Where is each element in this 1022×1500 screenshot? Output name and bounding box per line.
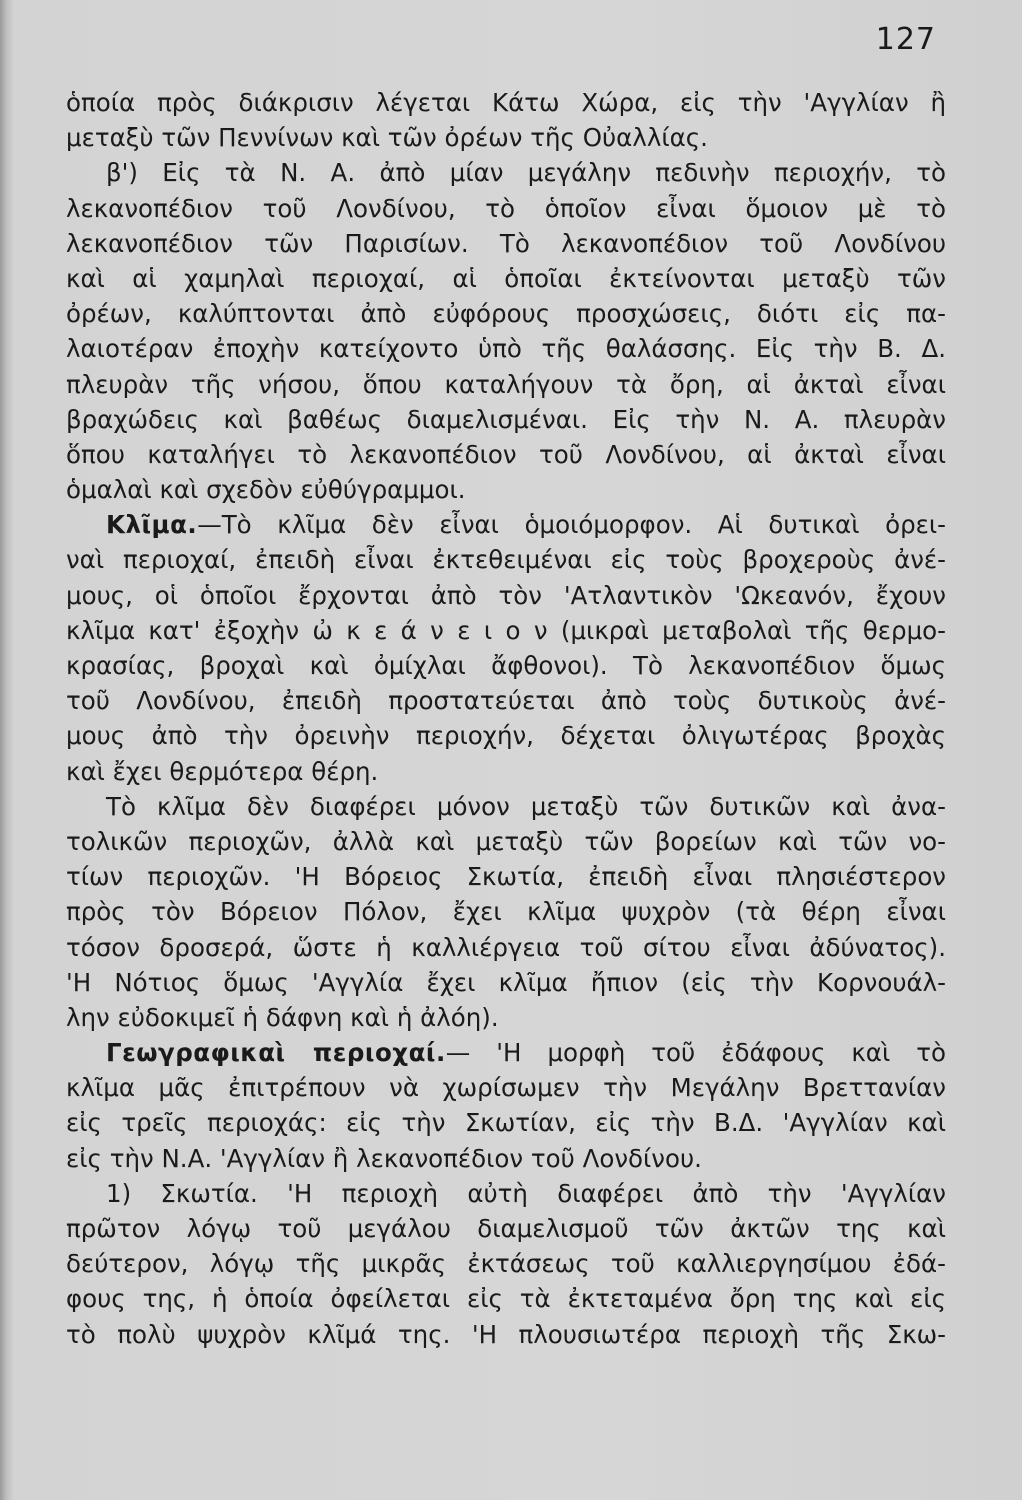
section-heading: Κλῖμα. [106, 510, 198, 540]
section-heading: Γεωγραφικαὶ περιοχαί. [106, 1038, 446, 1068]
text-line [66, 85, 946, 120]
text-line [66, 1176, 946, 1211]
line-text: τοῦ Λονδίνου, ἐπειδὴ προστατεύεται ἀπὸ τοὺς δυτικοὺς ἀνέ- [66, 686, 946, 716]
line-text: δεύτερον, λόγῳ τῆς μικρᾶς ἐκτάσεως τοῦ καλλιεργησίμου ἐδά- [66, 1249, 946, 1279]
text-line [66, 402, 946, 437]
text-line [66, 754, 946, 789]
line-text: λεκανοπέδιον τοῦ Λονδίνου, τὸ ὁποῖον εἶναι ὅμοιον μὲ τὸ [66, 193, 946, 223]
line-text: μεταξὺ τῶν Πεννίνων καὶ τῶν ὀρέων τῆς Οὐαλλίας. [66, 123, 708, 153]
text-line [66, 1281, 946, 1316]
line-text: Τὸ κλῖμα δὲν διαφέρει μόνον μεταξὺ τῶν δυτικῶν καὶ ἀνα- [106, 791, 946, 821]
line-text: εἰς τρεῖς περιοχάς: εἰς τὴν Σκωτίαν, εἰς τὴν Β.Δ. 'Αγγλίαν καὶ [66, 1108, 946, 1138]
text-line [66, 965, 946, 1000]
line-text: καὶ αἱ χαμηλαὶ περιοχαί, αἱ ὁποῖαι ἐκτείνονται μεταξὺ τῶν [66, 263, 946, 293]
text-line [66, 789, 946, 824]
line-text: κλῖμα κατ' ἐξοχὴν ὠ κ ε ά ν ε ι ο ν (μικραὶ μεταβολαὶ τῆς θερμο- [66, 615, 946, 645]
text-line [66, 1000, 946, 1035]
text-line [66, 1317, 946, 1352]
text-line [66, 437, 946, 472]
text-line [66, 824, 946, 859]
line-text: πρὸς τὸν Βόρειον Πόλον, ἔχει κλῖμα ψυχρὸν (τὰ θέρη εἶναι [66, 897, 946, 927]
text-line [66, 578, 946, 613]
text-line [66, 1070, 946, 1105]
text-line [66, 894, 946, 929]
line-text: κρασίας, βροχαὶ καὶ ὀμίχλαι ἄφθονοι). Τὸ λεκανοπέδιον ὅμως [66, 651, 946, 680]
text-line [66, 613, 946, 648]
text-line [66, 367, 946, 402]
line-text: λαιοτέραν ἐποχὴν κατείχοντο ὑπὸ τῆς θαλάσσης. Εἰς τὴν Β. Δ. [66, 334, 946, 364]
line-text: καὶ ἔχει θερμότερα θέρη. [66, 756, 379, 786]
text-line [66, 261, 946, 296]
line-text: β') Εἰς τὰ Ν. Α. ἀπὸ μίαν μεγάλην πεδινὴν περιοχήν, τὸ [106, 158, 946, 188]
line-text: — 'Η μορφὴ τοῦ ἐδάφους καὶ τὸ [445, 1038, 946, 1068]
text-line [66, 648, 946, 683]
body-text [66, 85, 946, 1352]
line-text: μους ἀπὸ τὴν ὀρεινὴν περιοχήν, δέχεται ὀλιγωτέρας βροχὰς [66, 721, 946, 751]
text-line [66, 1105, 946, 1140]
line-text: ὅπου καταλήγει τὸ λεκανοπέδιον τοῦ Λονδίνου, αἱ ἀκταὶ εἶναι [66, 439, 946, 469]
line-text: τίων περιοχῶν. 'Η Βόρειος Σκωτία, ἐπειδὴ εἶναι πλησιέστερον [66, 862, 946, 892]
text-line [66, 226, 946, 261]
line-text: κλῖμα μᾶς ἐπιτρέπουν νὰ χωρίσωμεν τὴν Μεγάλην Βρεττανίαν [66, 1073, 946, 1103]
text-line [66, 1035, 946, 1070]
text-line [66, 191, 946, 226]
line-text: λεκανοπέδιον τῶν Παρισίων. Τὸ λεκανοπέδιον τοῦ Λονδίνου [66, 228, 946, 258]
text-line [66, 296, 946, 331]
text-line [66, 472, 946, 507]
page-number: 127 [875, 22, 936, 57]
line-text: ὀρέων, καλύπτονται ἀπὸ εὐφόρους προσχώσεις, διότι εἰς πα- [66, 299, 946, 329]
text-line [66, 930, 946, 965]
line-text: πρῶτον λόγῳ τοῦ μεγάλου διαμελισμοῦ τῶν ἀκτῶν της καὶ [66, 1214, 946, 1243]
text-line [66, 507, 946, 542]
line-text: πλευρὰν τῆς νήσου, ὅπου καταλήγουν τὰ ὄρη, αἱ ἀκταὶ εἶναι [66, 369, 946, 399]
line-text: ὁποία πρὸς διάκρισιν λέγεται Κάτω Χώρα, εἰς τὴν 'Αγγλίαν ἢ [66, 88, 946, 117]
text-line [66, 1246, 946, 1281]
text-line [66, 120, 946, 155]
line-text: τολικῶν περιοχῶν, ἀλλὰ καὶ μεταξὺ τῶν βορείων καὶ τῶν νο- [66, 826, 946, 856]
text-line [66, 1141, 946, 1176]
text-line [66, 683, 946, 718]
line-text: τὸ πολὺ ψυχρὸν κλῖμά της. 'Η πλουσιωτέρα περιοχὴ τῆς Σκω- [66, 1319, 946, 1349]
text-line [66, 859, 946, 894]
line-text: 'Η Νότιος ὅμως 'Αγγλία ἔχει κλῖμα ἤπιον (εἰς τὴν Κορνουάλ- [66, 967, 946, 997]
text-line [66, 718, 946, 753]
line-text: τόσον δροσερά, ὥστε ἡ καλλιέργεια τοῦ σίτου εἶναι ἀδύνατος). [66, 932, 946, 962]
line-text: μους, οἱ ὁποῖοι ἔρχονται ἀπὸ τὸν 'Ατλαντικὸν 'Ωκεανόν, ἔχουν [66, 580, 946, 610]
text-line [66, 542, 946, 577]
text-line [66, 1211, 946, 1246]
line-text: 1) Σκωτία. 'Η περιοχὴ αὐτὴ διαφέρει ἀπὸ τὴν 'Αγγλίαν [106, 1178, 946, 1208]
line-text: λην εὐδοκιμεῖ ἡ δάφνη καὶ ἡ ἀλόη). [66, 1002, 499, 1032]
line-text: ὁμαλαὶ καὶ σχεδὸν εὐθύγραμμοι. [66, 475, 466, 505]
line-text: φους της, ἡ ὁποία ὀφείλεται εἰς τὰ ἐκτεταμένα ὄρη της καὶ εἰς [66, 1284, 946, 1314]
text-line [66, 331, 946, 366]
line-text: —Τὸ κλῖμα δὲν εἶναι ὁμοιόμορφον. Αἱ δυτικαὶ ὀρει- [197, 510, 946, 540]
line-text: βραχώδεις καὶ βαθέως διαμελισμέναι. Εἰς τὴν Ν. Α. πλευρὰν [66, 404, 946, 434]
text-line [66, 155, 946, 190]
line-text: εἰς τὴν Ν.Α. 'Αγγλίαν ἢ λεκανοπέδιον τοῦ Λονδίνου. [66, 1143, 702, 1173]
line-text: ναὶ περιοχαί, ἐπειδὴ εἶναι ἐκτεθειμέναι εἰς τοὺς βροχεροὺς ἀνέ- [66, 545, 946, 575]
